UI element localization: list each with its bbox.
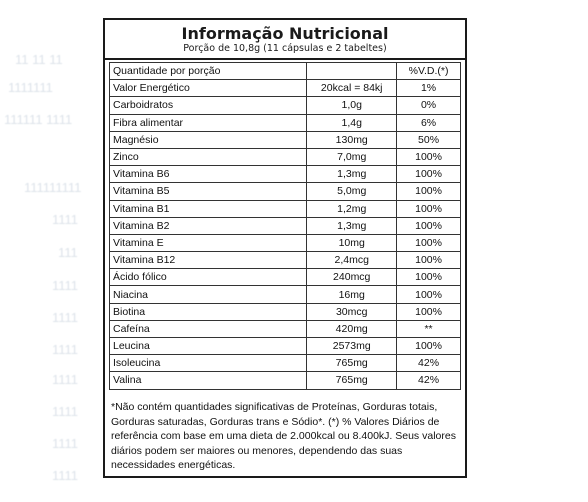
nutrient-name: Zinco xyxy=(110,148,307,165)
ghost-text: 1111 xyxy=(52,310,79,325)
table-row xyxy=(110,183,461,200)
ghost-text: 111111 1111 xyxy=(4,112,73,127)
table-row xyxy=(110,372,461,389)
nutrient-dv: 100% xyxy=(397,338,461,355)
nutrient-amount: 420mg xyxy=(307,320,397,337)
nutrient-name: Carboidratos xyxy=(110,97,307,114)
table-row xyxy=(110,252,461,269)
ghost-text: 1111 xyxy=(52,342,79,357)
ghost-text: 1111 xyxy=(52,468,79,483)
nutrient-name: Vitamina E xyxy=(110,234,307,251)
nutrient-dv: 100% xyxy=(397,234,461,251)
ghost-text: 11 11 11 xyxy=(15,52,63,67)
ghost-text: 1111111 xyxy=(8,80,53,95)
table-row xyxy=(110,166,461,183)
nutrient-dv: 100% xyxy=(397,269,461,286)
nutrition-table xyxy=(109,62,461,390)
nutrient-name: Vitamina B12 xyxy=(110,252,307,269)
nutrient-dv: 42% xyxy=(397,355,461,372)
nutrient-dv: 100% xyxy=(397,217,461,234)
ghost-text: 1111 xyxy=(52,278,79,293)
nutrient-name: Cafeína xyxy=(110,320,307,337)
header-name: Quantidade por porção xyxy=(110,63,307,80)
nutrient-name: Leucina xyxy=(110,338,307,355)
nutrient-amount: 10mg xyxy=(307,234,397,251)
table-row xyxy=(110,217,461,234)
nutrient-dv: 100% xyxy=(397,166,461,183)
nutrient-name: Magnésio xyxy=(110,131,307,148)
table-row xyxy=(110,269,461,286)
nutrient-amount: 130mg xyxy=(307,131,397,148)
nutrient-amount: 5,0mg xyxy=(307,183,397,200)
table-row xyxy=(110,355,461,372)
nutrient-dv: ** xyxy=(397,320,461,337)
nutrient-name: Niacina xyxy=(110,286,307,303)
table-row xyxy=(110,97,461,114)
nutrient-amount: 1,4g xyxy=(307,114,397,131)
nutrient-amount: 2,4mcg xyxy=(307,252,397,269)
header-amount xyxy=(307,63,397,80)
nutrient-amount: 20kcal = 84kj xyxy=(307,80,397,97)
nutrient-name: Vitamina B2 xyxy=(110,217,307,234)
ghost-text: 111111111 xyxy=(24,180,82,195)
table-row xyxy=(110,303,461,320)
nutrient-dv: 0% xyxy=(397,97,461,114)
nutrient-name: Valina xyxy=(110,372,307,389)
nutrient-dv: 100% xyxy=(397,252,461,269)
nutrient-dv: 1% xyxy=(397,80,461,97)
nutrient-amount: 1,3mg xyxy=(307,166,397,183)
serving-size: Porção de 10,8g (11 cápsulas e 2 tabeltes) xyxy=(183,43,387,54)
footnote: *Não contém quantidades significativas de Proteínas, Gorduras totais, Gorduras saturadas, Gorduras trans e Sódio*. (*) % Valores Diários de referência com base em uma dieta de 2.000kcal ou 8.400kJ. Seus valores diários podem ser maiores ou menores, dependendo das suas necessidades energéticas. xyxy=(111,401,456,472)
nutrition-header xyxy=(105,20,465,60)
nutrient-dv: 100% xyxy=(397,286,461,303)
ghost-text: 1111 xyxy=(52,212,79,227)
table-header-row xyxy=(110,63,461,80)
table-row xyxy=(110,200,461,217)
nutrition-facts-panel xyxy=(103,18,467,478)
nutrient-dv: 100% xyxy=(397,303,461,320)
nutrient-name: Vitamina B5 xyxy=(110,183,307,200)
nutrient-amount: 1,3mg xyxy=(307,217,397,234)
nutrient-name: Vitamina B6 xyxy=(110,166,307,183)
table-row xyxy=(110,338,461,355)
header-dv: %V.D.(*) xyxy=(397,63,461,80)
table-row xyxy=(110,131,461,148)
ghost-text: 1111 xyxy=(52,372,79,387)
nutrient-amount: 1,0g xyxy=(307,97,397,114)
nutrient-name: Ácido fólico xyxy=(110,269,307,286)
ghost-text: 111 xyxy=(58,245,78,260)
nutrient-name: Fibra alimentar xyxy=(110,114,307,131)
nutrient-amount: 765mg xyxy=(307,372,397,389)
nutrient-name: Isoleucina xyxy=(110,355,307,372)
nutrient-name: Vitamina B1 xyxy=(110,200,307,217)
nutrient-amount: 240mcg xyxy=(307,269,397,286)
nutrient-dv: 100% xyxy=(397,200,461,217)
nutrient-amount: 30mcg xyxy=(307,303,397,320)
nutrient-dv: 100% xyxy=(397,148,461,165)
table-row xyxy=(110,234,461,251)
nutrient-amount: 2573mg xyxy=(307,338,397,355)
nutrient-amount: 16mg xyxy=(307,286,397,303)
table-row xyxy=(110,286,461,303)
nutrient-dv: 42% xyxy=(397,372,461,389)
ghost-text: 1111 xyxy=(52,404,79,419)
nutrient-dv: 50% xyxy=(397,131,461,148)
nutrient-name: Biotina xyxy=(110,303,307,320)
table-row xyxy=(110,80,461,97)
nutrient-name: Valor Energético xyxy=(110,80,307,97)
nutrient-dv: 100% xyxy=(397,183,461,200)
table-row xyxy=(110,114,461,131)
table-row xyxy=(110,320,461,337)
table-row xyxy=(110,148,461,165)
ghost-text: 1111 xyxy=(52,436,79,451)
nutrient-amount: 7,0mg xyxy=(307,148,397,165)
nutrient-dv: 6% xyxy=(397,114,461,131)
nutrition-title: Informação Nutricional xyxy=(181,24,389,43)
nutrient-amount: 1,2mg xyxy=(307,200,397,217)
nutrient-amount: 765mg xyxy=(307,355,397,372)
